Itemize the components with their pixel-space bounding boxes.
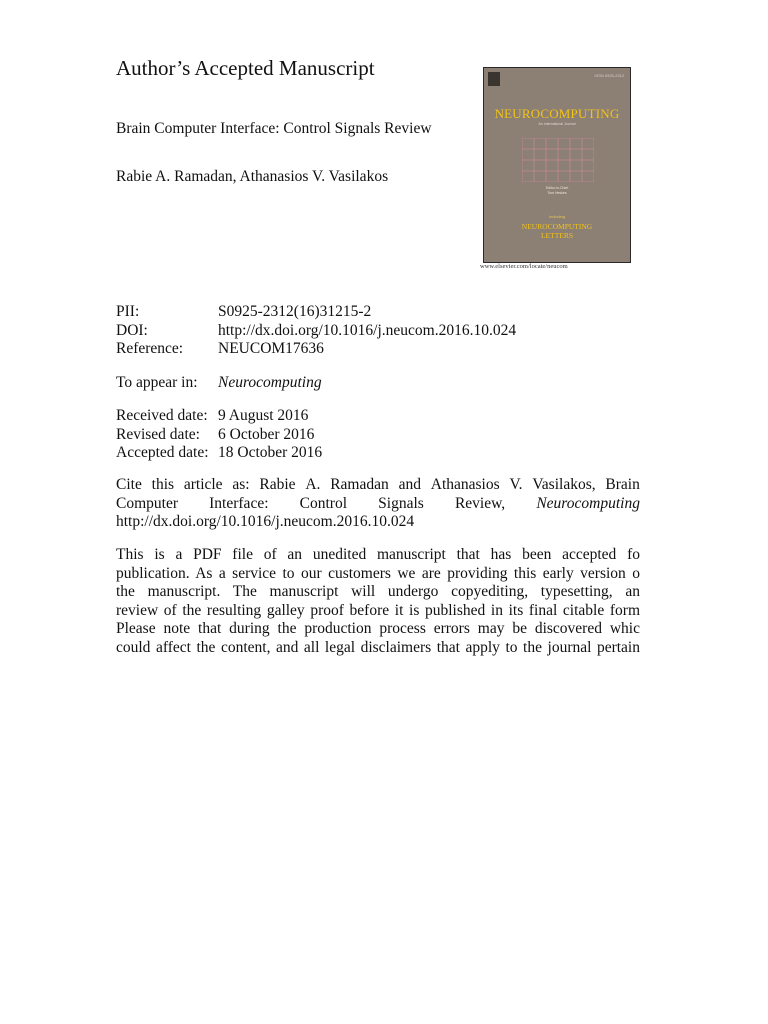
citation-word: Rabie	[259, 476, 296, 493]
accepted-row	[116, 444, 322, 463]
received-value: 9 August 2016	[218, 407, 309, 424]
citation-journal: Neurocomputing	[536, 494, 640, 512]
reference-row	[116, 340, 516, 359]
pii-value: S0925-2312(16)31215-2	[218, 303, 372, 320]
appear-label: To appear in:	[116, 374, 198, 391]
citation-word: and	[398, 476, 421, 493]
cover-letters-line2: LETTERS	[540, 230, 574, 240]
appear-journal: Neurocomputing	[218, 374, 322, 391]
identifier-block	[116, 303, 516, 359]
citation-word: this	[151, 476, 175, 493]
received-label: Received date:	[116, 407, 208, 424]
cover-issn: ISSN 0925-2312	[594, 73, 624, 78]
citation-word: article	[183, 476, 223, 493]
cover-editor-label: Editor-in-Chief	[545, 186, 569, 190]
journal-cover-image	[483, 67, 631, 263]
article-title: Brain Computer Interface: Control Signals Review	[116, 120, 432, 137]
cover-grid-graphic	[522, 138, 594, 182]
citation-word: Interface:	[209, 494, 269, 512]
doi-value: http://dx.doi.org/10.1016/j.neucom.2016.10.024	[218, 321, 517, 339]
citation-line-1	[116, 476, 640, 495]
revised-label: Revised date:	[116, 425, 200, 443]
cover-journal-name: NEUROCOMPUTING	[494, 106, 620, 121]
citation-word: Athanasios	[430, 476, 500, 493]
citation-word: Review,	[454, 494, 506, 512]
received-row	[116, 407, 322, 426]
disclaimer-line: the manuscript. The manuscript will undergo copyediting, typesetting, an	[116, 583, 640, 600]
accepted-value: 18 October 2016	[218, 444, 323, 461]
citation-word: as:	[232, 476, 250, 493]
disclaimer-line: Please note that during the production process errors may be discovered whic	[116, 620, 640, 637]
doi-row	[116, 322, 516, 341]
appear-block	[116, 374, 322, 393]
disclaimer-line: This is a PDF file of an unedited manuscript that has been accepted fo	[116, 546, 640, 563]
citation-word: Control	[299, 494, 348, 512]
cover-letters-line1: NEUROCOMPUTING	[521, 222, 593, 231]
disclaimer-line: review of the resulting galley proof before it is published in its final citable form	[116, 601, 640, 619]
citation-word: V.	[509, 476, 523, 493]
appear-row	[116, 374, 322, 393]
citation-word: Ramadan	[330, 476, 389, 493]
elsevier-logo-icon	[488, 72, 500, 86]
authors: Rabie A. Ramadan, Athanasios V. Vasilakos	[116, 168, 389, 185]
citation-word: A.	[305, 476, 321, 493]
dates-block	[116, 407, 322, 463]
pii-row	[116, 303, 516, 322]
cover-letters	[484, 223, 630, 240]
cover-subtitle: An International Journal	[538, 122, 576, 126]
cover-editor-name: Tom Heskes	[547, 191, 567, 195]
citation-word: Cite	[116, 476, 142, 493]
doi-label: DOI:	[116, 321, 148, 339]
citation-doi: http://dx.doi.org/10.1016/j.neucom.2016.10.024	[116, 513, 415, 530]
cover-editors	[484, 186, 630, 196]
citation-word: Vasilakos,	[532, 476, 596, 493]
citation-line-2	[116, 495, 640, 514]
disclaimer-paragraph	[116, 546, 640, 657]
revised-value: 6 October 2016	[218, 425, 315, 443]
revised-row	[116, 426, 322, 445]
accepted-manuscript-heading: Author’s Accepted Manuscript	[116, 56, 375, 80]
citation-word: Brain	[605, 476, 640, 493]
citation-block	[116, 476, 640, 532]
citation-word: Signals	[378, 494, 424, 512]
journal-url: www.elsevier.com/locate/neucom	[480, 263, 568, 270]
reference-value: NEUCOM17636	[218, 340, 324, 357]
accepted-label: Accepted date:	[116, 444, 209, 461]
pii-label: PII:	[116, 303, 140, 320]
disclaimer-line: publication. As a service to our customers we are providing this early version o	[116, 564, 640, 582]
disclaimer-line: could affect the content, and all legal disclaimers that apply to the journal pertain	[116, 638, 640, 656]
reference-label: Reference:	[116, 340, 184, 357]
citation-word: Computer	[116, 494, 178, 512]
cover-including: Including	[548, 214, 565, 219]
